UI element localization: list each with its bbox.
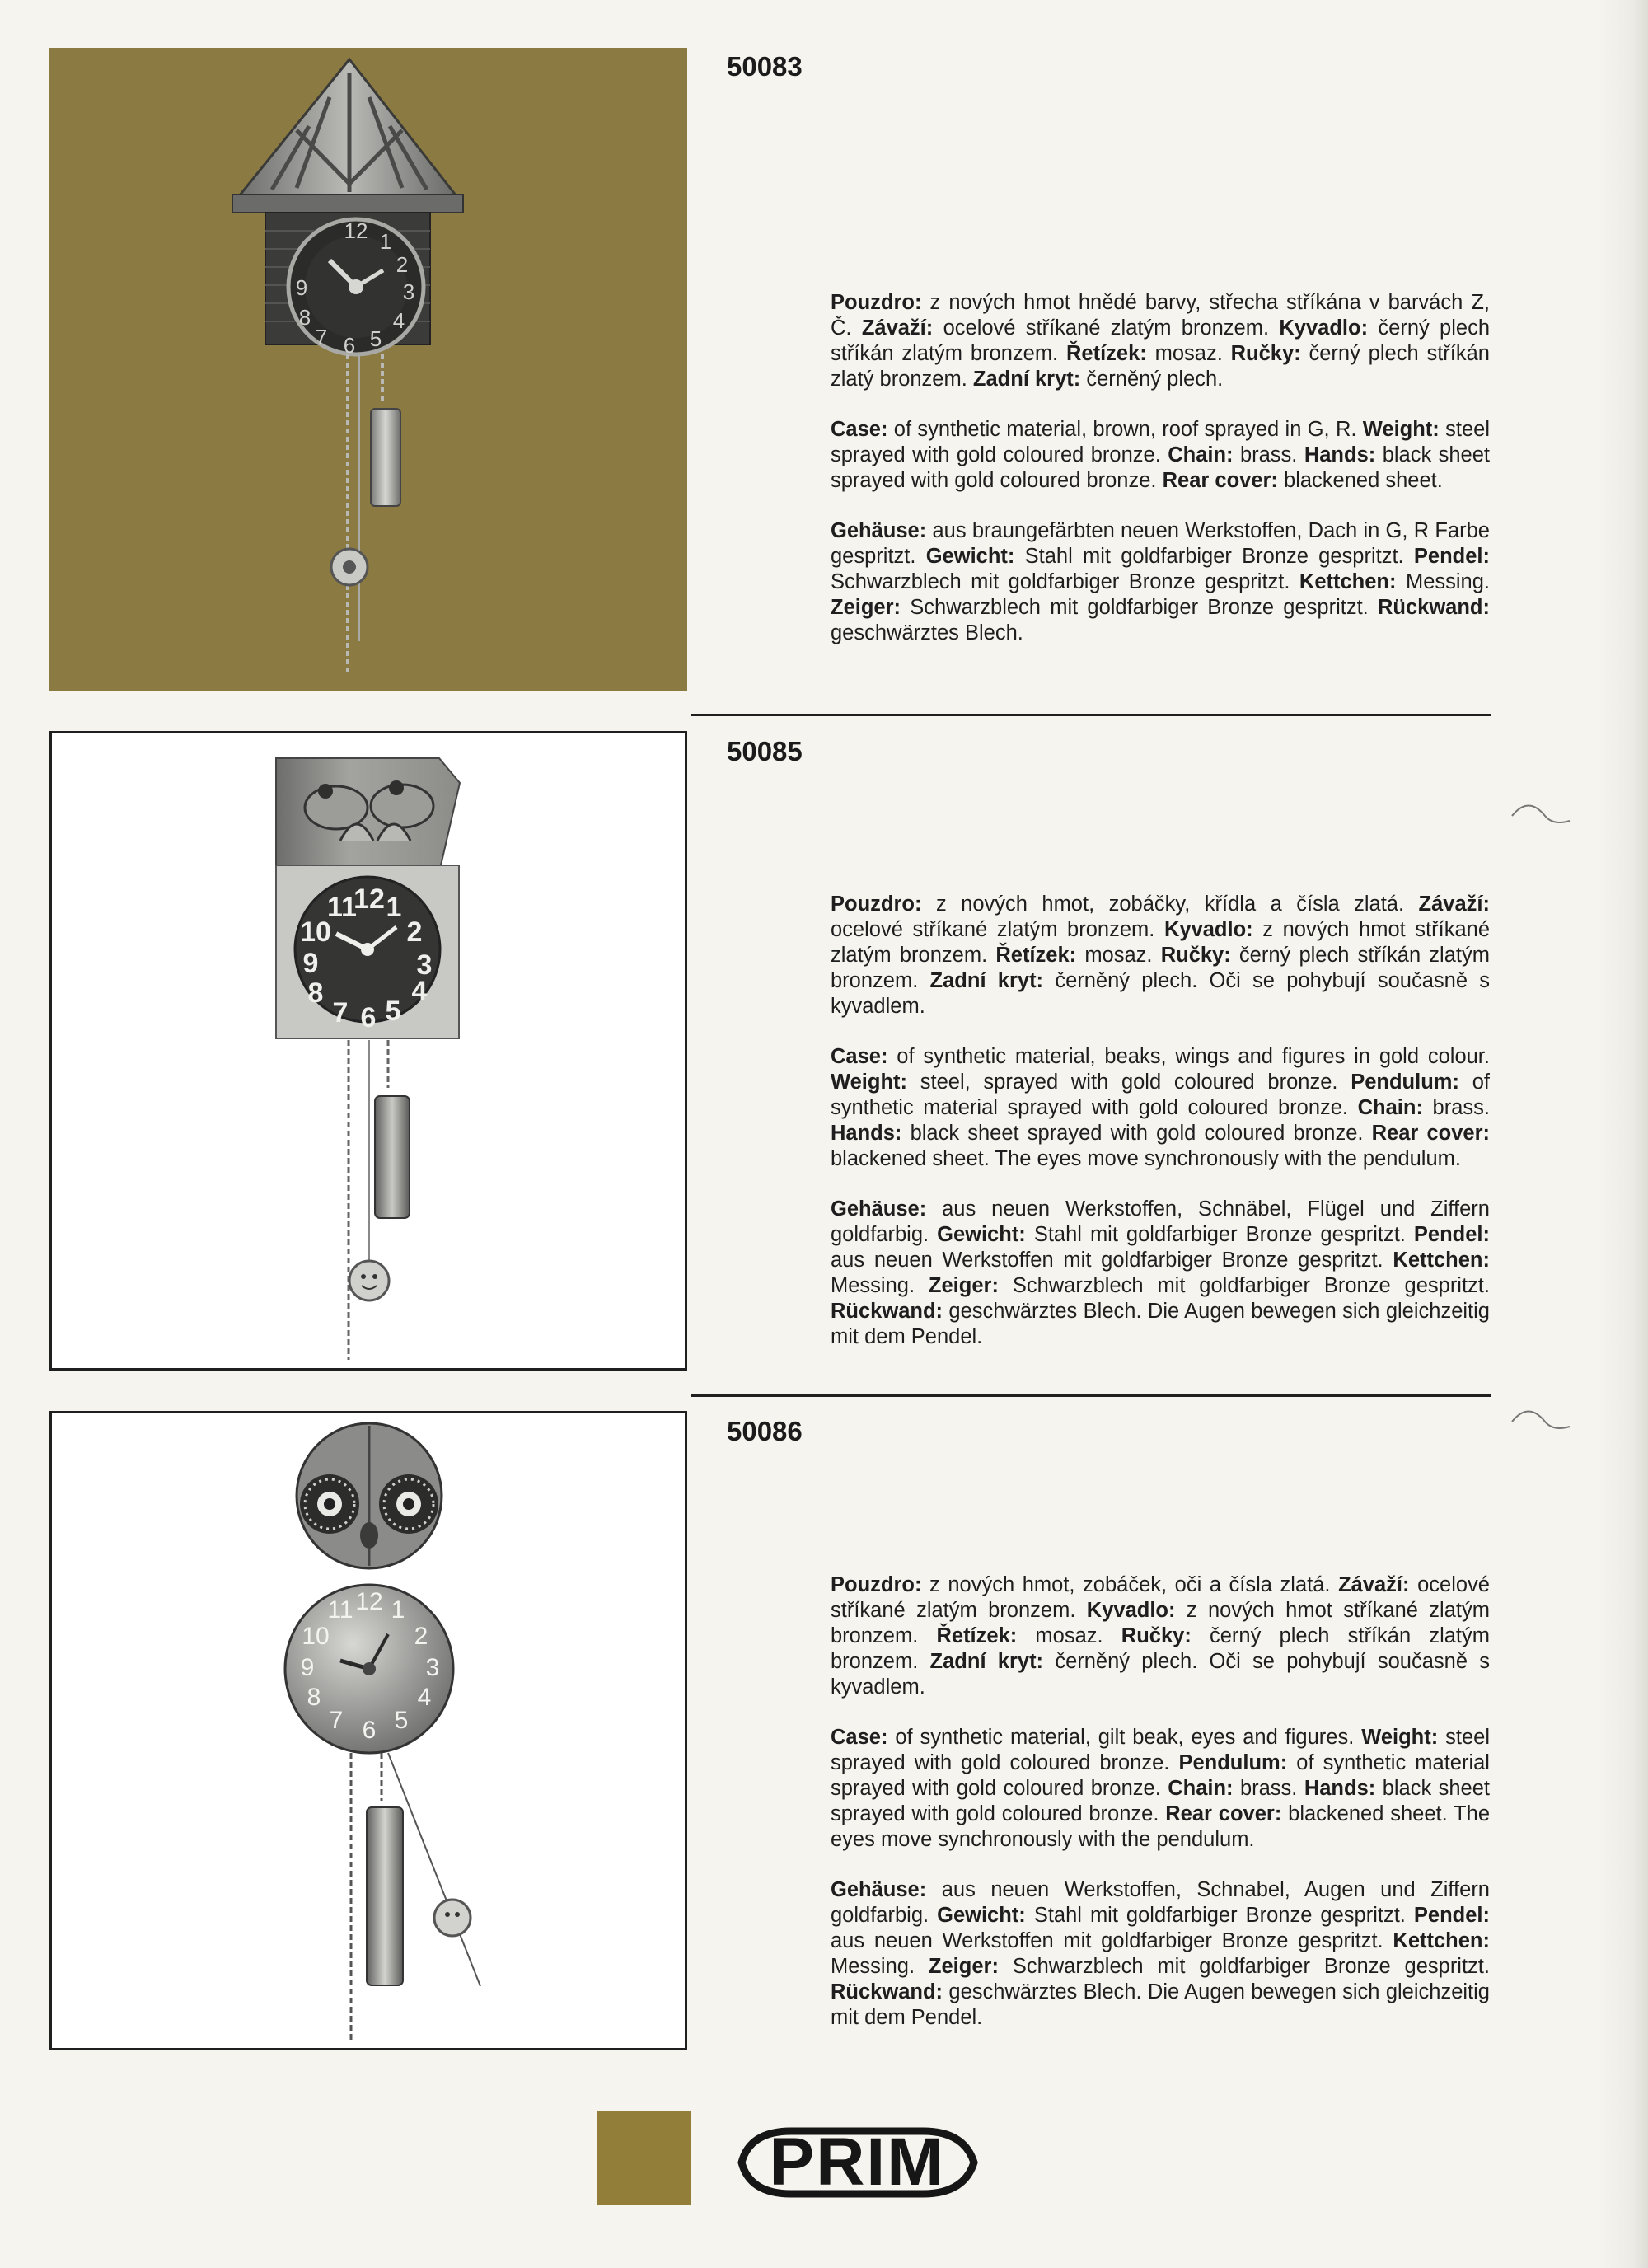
- numeral: 6: [343, 333, 356, 358]
- text-german: Gehäuse: aus neuen Werkstoffen, Schnäbel, Flügel und Ziffern goldfarbig. Gewicht: Stahl mit goldfarbiger Bronze gespritzt. Pendel: aus neuen Werkstoffen mit goldfarbiger Bronze gespritzt. Kettchen: Messing. Zeiger: Schwarzblech mit goldfarbiger Bronze gespritzt. Rückwand: geschwärztes Blech. Die Augen bewegen sich gleichzeitig mit dem Pendel.: [831, 1197, 1490, 1348]
- text-czech: Pouzdro: z nových hmot hnědé barvy, střecha stříkána v barvách Z, Č. Závaží: ocelové stříkané zlatým bronzem. Kyvadlo: černý plech stříkán zlatým bronzem. Řetízek: mosaz. Ručky: černý plech stříkán zlatý bronzem. Zadní kryt: černěný plech.: [831, 291, 1491, 391]
- numeral: 1: [391, 1596, 405, 1624]
- numeral: 7: [315, 325, 328, 349]
- paper-curl-mark: [1508, 791, 1574, 841]
- numeral: 9: [300, 1654, 315, 1681]
- text-german: Gehäuse: aus neuen Werkstoffen, Schnabel, Augen und Ziffern goldfarbig. Gewicht: Stahl mit goldfarbiger Bronze gespritzt. Pendel: aus neuen Werkstoffen mit goldfarbiger Bronze gespritzt. Kettchen: Messing. Zeiger: Schwarzblech mit goldfarbiger Bronze gespritzt. Rückwand: geschwärztes Blech. Die Augen bewegen sich gleichzeitig mit dem Pendel.: [831, 1878, 1490, 2029]
- numeral: 2: [396, 252, 409, 277]
- numeral: 6: [362, 1717, 377, 1744]
- text-czech: Pouzdro: z nových hmot, zobáčky, křídla a čísla zlatá. Závaží: ocelové stříkané zlatým bronzem. Kyvadlo: z nových hmot stříkané zlatým bronzem. Řetízek: mosaz. Ručky: černý plech stříkán zlatým bronzem. Zadní kryt: černěný plech. Oči se pohybují současně s kyvadlem.: [831, 893, 1491, 1018]
- numeral: 4: [411, 976, 428, 1007]
- numeral: 4: [417, 1684, 432, 1711]
- numeral: 6: [360, 1002, 377, 1033]
- paper-curl-mark: [1508, 1397, 1574, 1446]
- description-50083: [831, 290, 1490, 671]
- logo-text: PRIM: [769, 2125, 945, 2200]
- numeral: 7: [332, 997, 349, 1029]
- numeral: 11: [327, 1596, 353, 1624]
- numeral: 12: [355, 1588, 383, 1615]
- text-czech: Pouzdro: z nových hmot, zobáček, oči a čísla zlatá. Závaží: ocelové stříkané zlatým bronzem. Kyvadlo: z nových hmot stříkané zlatým bronzem. Řetízek: mosaz. Ručky: černý plech stříkán zlatým bronzem. Zadní kryt: černěný plech. Oči se pohybují současně s kyvadlem.: [831, 1573, 1491, 1699]
- prim-logo: [717, 2113, 997, 2212]
- numeral: 3: [425, 1654, 440, 1681]
- page-edge-shadow: [1599, 0, 1648, 2268]
- text-english: Case: of synthetic material, gilt beak, eyes and figures. Weight: steel sprayed with gold coloured bronze. Pendulum: of synthetic material sprayed with gold coloured bronze. Chain: brass. Hands: black sheet sprayed with gold coloured bronze. Rear cover: blackened sheet. The eyes move synchronously with the pendulum.: [831, 1726, 1491, 1851]
- numeral: 4: [392, 308, 405, 333]
- owl-clock-image: [52, 1413, 685, 2048]
- numeral: 3: [402, 279, 415, 304]
- numeral: 5: [385, 996, 401, 1027]
- description-50085: [831, 892, 1490, 1375]
- numeral: 7: [329, 1707, 344, 1734]
- cuckoo-clock-house-image: [49, 48, 687, 691]
- section-divider: [691, 714, 1491, 716]
- numeral: 2: [406, 916, 423, 948]
- text-german: Gehäuse: aus braungefärbten neuen Werkstoffen, Dach in G, R Farbe gespritzt. Gewicht: Stahl mit goldfarbiger Bronze gespritzt. Pendel: Schwarzblech mit goldfarbiger Bronze gespritzt. Kettchen: Messing. Zeiger: Schwarzblech mit goldfarbiger Bronze gespritzt. Rückwand: geschwärztes Blech.: [831, 519, 1490, 644]
- section-divider: [691, 1394, 1491, 1397]
- numeral: 10: [300, 916, 331, 948]
- model-number: 50083: [727, 51, 803, 82]
- numeral: 2: [414, 1623, 428, 1650]
- numeral: 8: [298, 305, 311, 330]
- numeral: 12: [353, 883, 385, 915]
- numeral: 10: [302, 1623, 330, 1650]
- numeral: 5: [394, 1707, 409, 1734]
- bird-clock-image: [52, 733, 685, 1368]
- text-english: Case: of synthetic material, beaks, wings and figures in gold colour. Weight: steel, sprayed with gold coloured bronze. Pendulum: of synthetic material sprayed with gold coloured bronze. Chain: brass. Hands: black sheet sprayed with gold coloured bronze. Rear cover: blackened sheet. The eyes move synchronously with the pendulum.: [831, 1045, 1490, 1170]
- gold-color-swatch: [597, 2111, 691, 2205]
- numeral: 8: [307, 977, 324, 1009]
- product-photo-50086: [49, 1411, 687, 2050]
- numeral: 9: [295, 275, 308, 300]
- numeral: 1: [386, 892, 402, 923]
- numeral: 11: [327, 892, 357, 923]
- product-photo-50085: [49, 731, 687, 1371]
- model-number: 50086: [727, 1416, 803, 1446]
- numeral: 3: [416, 949, 433, 981]
- numeral: 8: [307, 1684, 321, 1711]
- numeral: 1: [379, 229, 392, 254]
- model-number: 50085: [727, 736, 803, 766]
- product-photo-50083: [49, 48, 687, 691]
- numeral: 5: [369, 326, 382, 351]
- description-50086: [831, 1572, 1490, 2055]
- text-english: Case: of synthetic material, brown, roof sprayed in G, R. Weight: steel sprayed with gold coloured bronze. Chain: brass. Hands: black sheet sprayed with gold coloured bronze. Rear cover: blackened sheet.: [831, 418, 1491, 492]
- numeral: 9: [302, 948, 319, 979]
- numeral: 12: [344, 218, 368, 243]
